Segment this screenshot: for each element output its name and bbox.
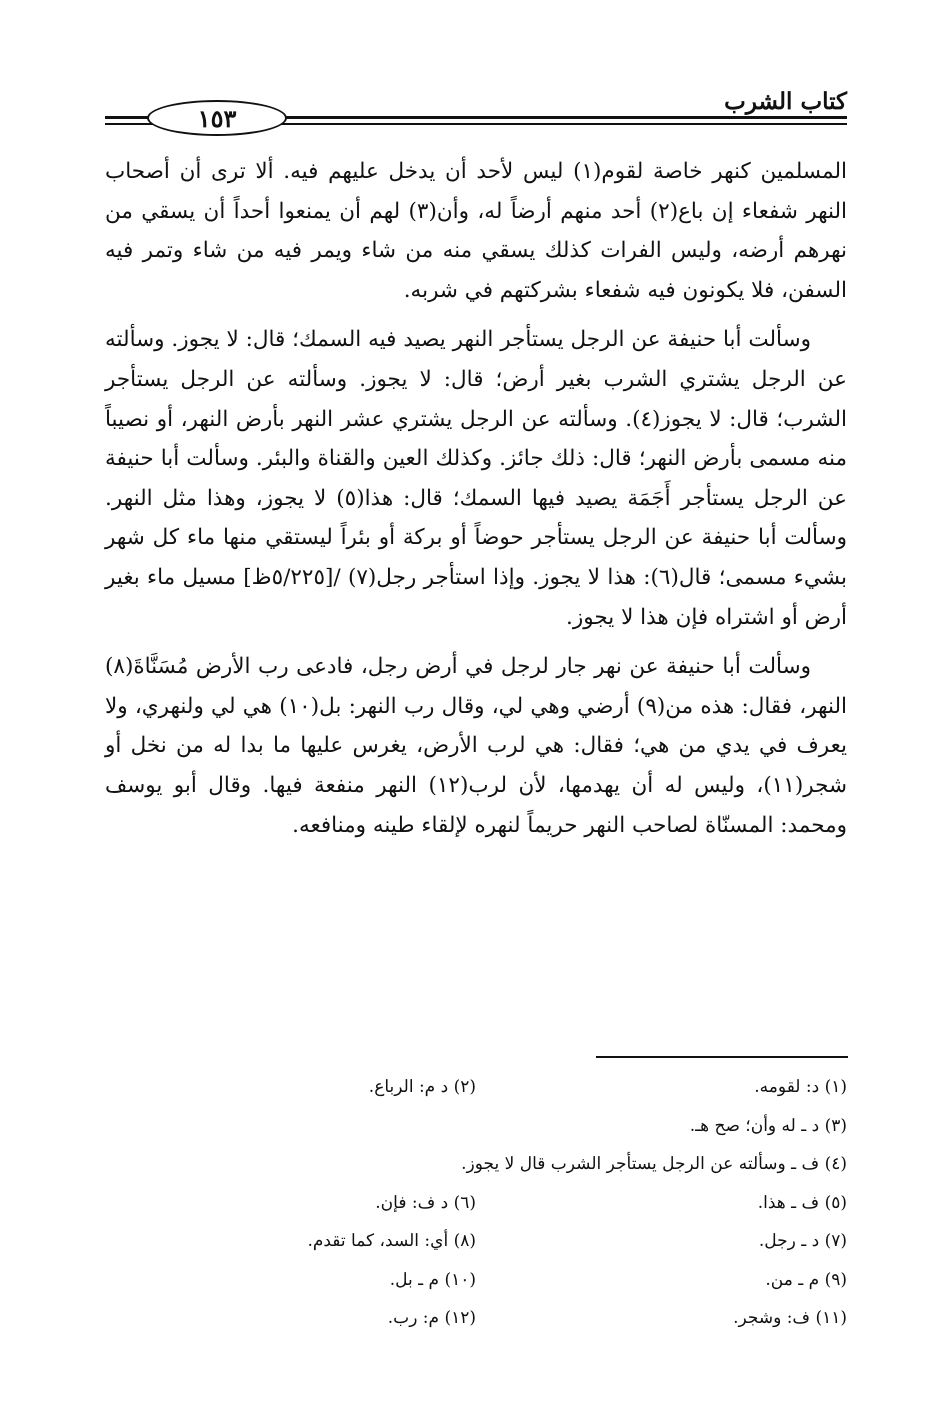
chapter-title: كتاب الشرب (724, 88, 847, 115)
footnote-row (105, 1261, 847, 1300)
paragraph: المسلمين كنهر خاصة لقوم(١) ليس لأحد أن يدخل عليهم فيه. ألا ترى أن أصحاب النهر شفعاء إن باع(٢) أحد منهم أرضاً له، وأن(٣) لهم أن يمنعوا أحداً أن يسقي من نهرهم أرضه، وليس الفرات كذلك يسقي منه من شاء ويمر فيه من شاء وتمر فيه السفن، فلا يكونون فيه شفعاء بشركتهم في شربه. (105, 159, 847, 303)
footnote-row (105, 1068, 847, 1107)
footnote: (١١) ف: وشجر. (733, 1308, 847, 1329)
footnote-row (105, 1184, 847, 1223)
paragraph: وسألت أبا حنيفة عن الرجل يستأجر النهر يصيد فيه السمك؛ قال: لا يجوز. وسألته عن الرجل يشتري الشرب بغير أرض؛ قال: لا يجوز. وسألته عن الرجل يستأجر الشرب؛ قال: لا يجوز(٤). وسألته عن الرجل يشتري عشر النهر بأرض النهر، أو نصيباً منه مسمى بأرض النهر؛ قال: ذلك جائز. وكذلك العين والقناة والبئر. وسألت أبا حنيفة عن الرجل يستأجر أَجَمَة يصيد فيها السمك؛ قال: هذا(٥) لا يجوز، وهذا مثل النهر. وسألت أبا حنيفة عن الرجل يستأجر حوضاً أو بركة أو بئراً ليستقي منها ماء كل شهر بشيء مسمى؛ قال(٦): هذا لا يجوز. وإذا استأجر رجل(٧) /[٥/٢٢٥ظ] مسيل ماء بغير أرض أو اشتراه فإن هذا لا يجوز. (105, 327, 847, 630)
footnote-separator (596, 1056, 848, 1058)
footnote: (٧) د ـ رجل. (758, 1231, 847, 1252)
footnote: (١٢) م: رب. (387, 1308, 476, 1329)
paragraph: وسألت أبا حنيفة عن نهر جار لرجل في أرض رجل، فادعى رب الأرض مُسَنَّاةَ(٨) النهر، فقال: هذه من(٩) أرضي وهي لي، وقال رب النهر: بل(١٠) هي لي ولنهري، ولا يعرف في يدي من هي؛ فقال: هي لرب الأرض، يغرس عليها ما بدا له من نخل أو شجر(١١)، وليس له أن يهدمها، لأن لرب(١٢) النهر منفعة فيها. وقال أبو يوسف ومحمد: المسنّاة لصاحب النهر حريماً لنهره لإلقاء طينه ومنافعه. (105, 654, 847, 838)
footnote: (٤) ف ـ وسألته عن الرجل يستأجر الشرب قال لا يجوز. (461, 1154, 847, 1175)
footnote-row (105, 1145, 847, 1184)
footnote-row (105, 1107, 847, 1146)
footnote: (١) د: لقومه. (754, 1077, 847, 1098)
footnote-row (105, 1222, 847, 1261)
footnotes (105, 1068, 847, 1338)
page-number: ١٥٣ (197, 103, 237, 133)
footnote: (٦) د ف: فإن. (375, 1192, 476, 1213)
footnote: (١٠) م ـ بل. (389, 1269, 476, 1290)
footnote: (٢) د م: الرباع. (368, 1077, 476, 1098)
footnote: (٣) د ـ له وأن؛ صح هـ. (689, 1115, 847, 1136)
page-header (105, 88, 847, 140)
footnote: (٨) أي: السد، كما تقدم. (307, 1231, 476, 1252)
footnote: (٥) ف ـ هذا. (757, 1192, 847, 1213)
page-number-badge (147, 100, 287, 136)
footnote: (٩) م ـ من. (765, 1269, 847, 1290)
main-text (105, 152, 847, 855)
footnote-row (105, 1299, 847, 1338)
